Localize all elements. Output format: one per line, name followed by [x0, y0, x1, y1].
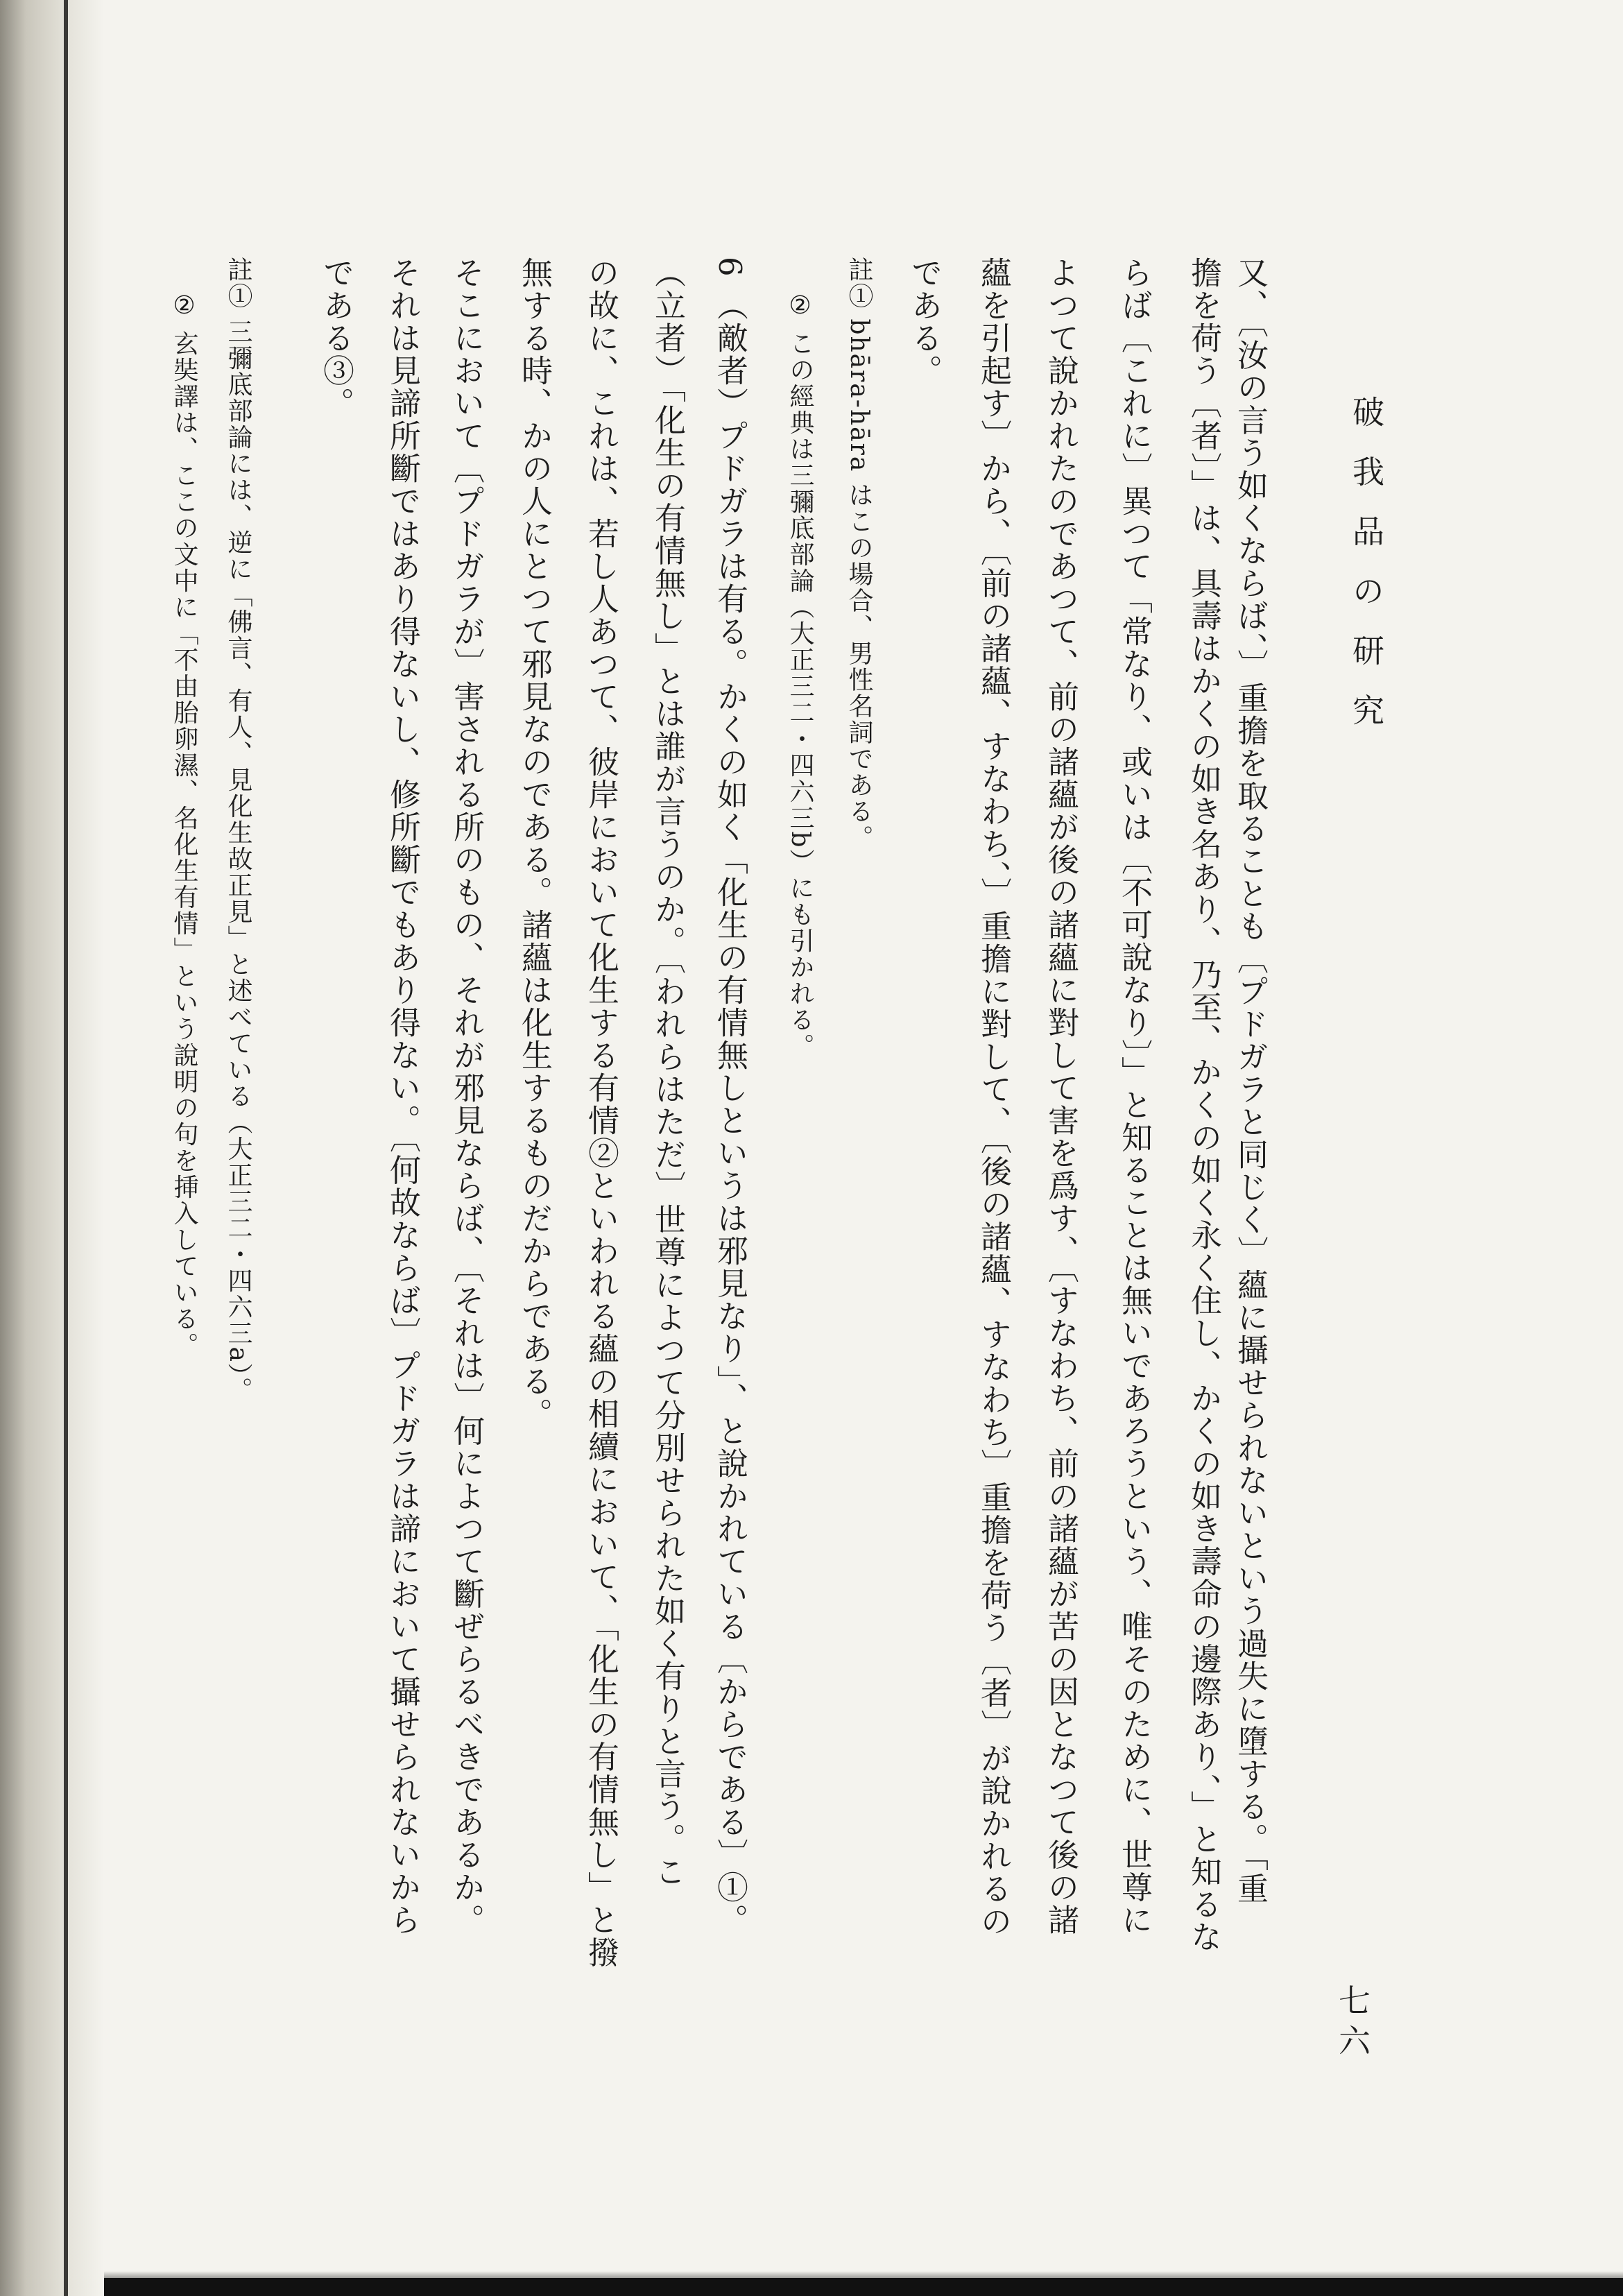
book-binding-shadow — [0, 0, 104, 2296]
text-column: そこにおいて〔プドガラが〕害される所のもの、それが邪見ならば、〔それは〕何によつて斷ぜらるべきであるか。 — [448, 257, 485, 1937]
text-column: よつて說かれたのであつて、前の諸蘊が後の諸蘊に對して害を爲す、〔すなわち、前の諸蘊が苦の因となつて後の諸 — [1042, 257, 1079, 1937]
footnote: ② この經典は三彌底部論（大正三二・四六三b）にも引かれる。 — [786, 291, 814, 1060]
text-column: 擔を荷う〔者〕」は、具壽はかくの如き名あり、乃至、かくの如く永く住し、かくの如き壽命の邊際あり、」と知るな — [1185, 257, 1222, 1953]
text-column: である③。 — [318, 257, 354, 420]
page-bottom-edge — [104, 2278, 1623, 2296]
gutter-line — [64, 0, 68, 2296]
running-head: 破我品の研究 — [1348, 395, 1385, 753]
text-column: 蘊を引起す〕から、〔前の諸蘊、すなわち、〕重擔に對して、〔後の諸蘊、すなわち〕重擔を荷う〔者〕が說かれるの — [975, 257, 1012, 1938]
footnote: 註① 三彌底部論には、逆に「佛言、有人、見化生故正見」と述べている（大正三二・四六三a）。 — [224, 257, 252, 1403]
footnote: 註① bhāra-hāra はこの場合、男性名詞である。 — [845, 257, 873, 851]
text-column: らば〔これに〕異つて「常なり、或いは〔不可說なり〕」と知ることは無いであろうという、唯そのために、世尊に — [1116, 257, 1153, 1937]
text-column: 又、〔汝の言う如くならば、〕重擔を取ることも〔プドガラと同じく〕蘊に攝せられないという過失に墮する。「重 — [1232, 257, 1269, 1905]
text-column: 6 （敵者）プドガラは有る。かくの如く「化生の有情無しというは邪見なり」、と說かれている〔からである〕①。 — [712, 257, 748, 1937]
text-column: 無する時、かの人にとつて邪見なのである。諸蘊は化生するものだからである。 — [516, 257, 553, 1430]
text-column: （立者）「化生の有情無し」とは誰が言うのか。〔われらはただ〕世尊によつて分別せられた如く有りと言う。こ — [649, 257, 686, 1888]
text-column: の故に、これは、若し人あつて、彼岸において化生する有情②といわれる蘊の相續において、「化生の有情無し」と撥 — [583, 257, 619, 1969]
bottom-edge-shadow — [104, 2271, 1623, 2278]
text-column: である。 — [906, 257, 943, 387]
footnote: ② 玄奘譯は、ここの文中に「不由胎卵濕、名化生有情」という說明の句を挿入している。 — [170, 291, 198, 1359]
text-column: それは見諦所斷ではあり得ないし、修所斷でもあり得ない。〔何故ならば〕プドガラは諦において攝せられないから — [384, 257, 421, 1937]
page-number: 七六 — [1334, 1984, 1371, 2064]
